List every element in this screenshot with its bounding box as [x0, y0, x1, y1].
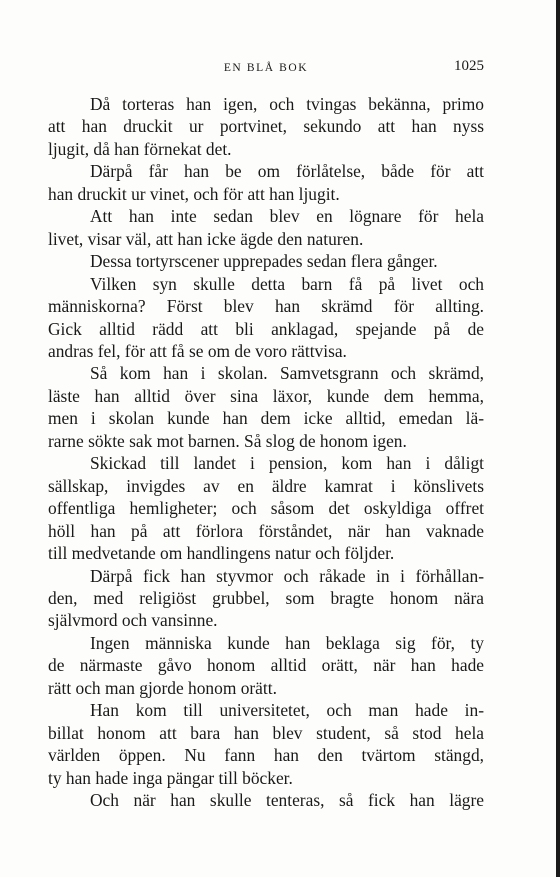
text-line: Att han inte sedan blev en lögnare för hela	[90, 206, 484, 227]
text-line: livet, visar väl, att han icke ägde den naturen.	[48, 228, 364, 249]
text-line: världen öppen. Nu fann han den tvärtom stängd,	[48, 745, 484, 766]
text-line: att han druckit ur portvinet, sekundo att han nyss	[48, 116, 484, 137]
text-line: offentliga hemligheter; och såsom det oskyldiga offret	[48, 498, 484, 519]
text-line: andras fel, för att få se om de voro rättvisa.	[48, 340, 347, 361]
body-text	[48, 93, 484, 812]
text-line: Så kom han i skolan. Samvetsgrann och skrämd,	[90, 363, 484, 384]
text-line: Därpå fick han styvmor och råkade in i förhållan-	[90, 565, 484, 586]
text-line: billat honom att bara han blev student, så stod hela	[48, 722, 484, 743]
running-title: EN BLÅ BOK	[223, 62, 309, 74]
text-line: Skickad till landet i pension, kom han i dåligt	[90, 453, 484, 474]
text-line: Gick alltid rädd att bli anklagad, spejande på de	[48, 318, 484, 339]
text-line: läste han alltid över sina läxor, kunde dem hemma,	[48, 385, 484, 406]
text-line: rätt och man gjorde honom orätt.	[48, 677, 277, 698]
text-line: Ingen människa kunde han beklaga sig för, ty	[90, 632, 484, 653]
text-line: människorna? Först blev han skrämd för allting.	[48, 296, 484, 317]
text-line: den, med religiöst grubbel, som bragte honom nära	[48, 587, 484, 608]
text-line: ty han hade inga pängar till böcker.	[48, 767, 293, 788]
text-line: Vilken syn skulle detta barn få på livet och	[90, 273, 484, 294]
text-line: rarne sökte sak mot barnen. Så slog de honom igen.	[48, 430, 407, 451]
text-line: han druckit ur vinet, och för att han ljugit.	[48, 183, 340, 204]
text-line: självmord och vansinne.	[48, 610, 218, 631]
text-line: sällskap, invigdes av en äldre kamrat i könslivets	[48, 475, 484, 496]
text-line: men i skolan kunde han dem icke alltid, emedan lä-	[48, 408, 484, 429]
text-line: Därpå får han be om förlåtelse, både för att	[90, 161, 484, 182]
page-number: 1025	[454, 58, 484, 74]
text-line: de närmaste gåvo honom alltid orätt, när han hade	[48, 655, 484, 676]
page-header	[48, 58, 484, 80]
text-line: Och när han skulle tenteras, så fick han lägre	[90, 790, 484, 811]
text-line: höll han på att förlora förståndet, när han vaknade	[48, 520, 484, 541]
text-line: Han kom till universitetet, och man hade in-	[90, 700, 484, 721]
text-line: Då torteras han igen, och tvingas bekänna, primo	[90, 94, 484, 114]
scan-edge	[556, 0, 560, 877]
text-line: till medvetande om handlingens natur och följder.	[48, 543, 395, 564]
text-line: Dessa tortyrscener upprepades sedan flera gånger.	[90, 251, 438, 272]
text-line: ljugit, då han förnekat det.	[48, 138, 232, 159]
